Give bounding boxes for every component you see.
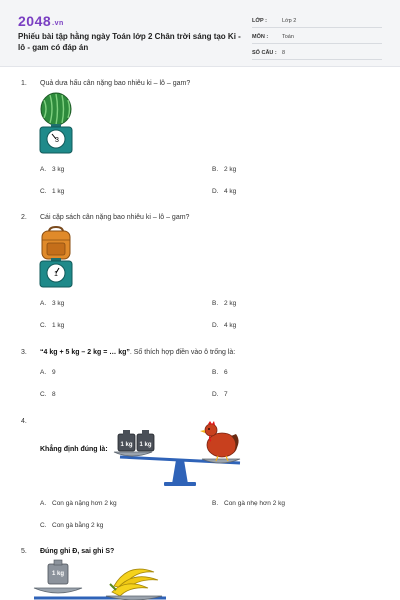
option-letter: C. [40, 322, 47, 329]
question-number: 3. [21, 349, 27, 356]
question-number: 1. [21, 80, 27, 87]
option-letter: A. [40, 369, 47, 376]
q2-option-d[interactable] [212, 322, 236, 329]
option-letter: A. [40, 500, 47, 507]
q3-option-d[interactable] [212, 391, 228, 398]
scale-dial-number: 3 [55, 137, 59, 144]
q3-option-a[interactable] [40, 369, 56, 376]
meta-value: 8 [282, 49, 286, 56]
question-expression: “4 kg + 5 kg – 2 kg = … kg” [40, 349, 130, 356]
option-letter: D. [212, 322, 219, 329]
backpack-scale-image [36, 226, 76, 290]
worksheet-header [0, 0, 400, 67]
q4-option-a[interactable] [40, 500, 117, 507]
option-letter: D. [212, 391, 219, 398]
option-text: 3 kg [52, 300, 65, 307]
option-letter: A. [40, 166, 47, 173]
q2-option-c[interactable] [40, 322, 64, 329]
option-text: 3 kg [52, 166, 65, 173]
option-text: 8 [52, 391, 56, 398]
option-letter: B. [212, 500, 219, 507]
option-text: 1 kg [52, 188, 65, 195]
option-text: 2 kg [224, 300, 237, 307]
worksheet-title: Phiếu bài tập hằng ngày Toán lớp 2 Chân trời sáng tạo Ki - lô - gam có đáp án [18, 32, 241, 52]
q5-weight-label [48, 566, 68, 578]
question-text [40, 349, 235, 356]
weight-and-bananas-image [30, 558, 170, 600]
option-text: Con gà bằng 2 kg [52, 522, 104, 529]
q1-option-b[interactable] [212, 166, 236, 173]
q3-option-b[interactable] [212, 369, 228, 376]
question-number: 5. [21, 548, 27, 555]
option-text: 4 kg [224, 322, 237, 329]
meta-row-class [252, 14, 382, 28]
watermelon-scale-image [36, 92, 76, 156]
question-number: 2. [21, 214, 27, 221]
option-text: 9 [52, 369, 56, 376]
question-text: Quả dưa hấu cân nặng bao nhiêu ki – lô – gam? [40, 80, 191, 87]
weight-label: 1 kg [51, 571, 65, 577]
q4-option-b[interactable] [212, 500, 285, 507]
question-prompt: . Số thích hợp điền vào ô trống là: [129, 349, 236, 356]
meta-key: LỚP : [252, 17, 267, 24]
q2-option-a[interactable] [40, 300, 64, 307]
option-letter: B. [212, 166, 219, 173]
option-letter: B. [212, 300, 219, 307]
meta-value: Toán [282, 33, 294, 40]
question-number: 4. [21, 418, 27, 425]
question-text: Khẳng định đúng là: [40, 446, 108, 453]
weight-label: 1 kg [120, 442, 133, 448]
question-text: Cái cặp sách cân nặng bao nhiêu ki – lô – gam? [40, 214, 190, 221]
q4-weight-labels [112, 412, 248, 488]
meta-key: SỐ CÂU : [252, 49, 277, 56]
option-text: 6 [224, 369, 228, 376]
option-letter: C. [40, 188, 47, 195]
option-letter: B. [212, 369, 219, 376]
worksheet-meta [252, 14, 382, 62]
option-text: 2 kg [224, 166, 237, 173]
q1-option-c[interactable] [40, 188, 64, 195]
q2-option-b[interactable] [212, 300, 236, 307]
option-text: 7 [224, 391, 228, 398]
scale-dial-number: 1 [54, 271, 58, 278]
option-text: Con gà nặng hơn 2 kg [52, 500, 117, 507]
option-letter: D. [212, 188, 219, 195]
q1-option-d[interactable] [212, 188, 236, 195]
option-text: Con gà nhẹ hơn 2 kg [224, 500, 286, 507]
q2-scale-label [51, 268, 61, 278]
meta-row-count [252, 46, 382, 60]
weight-label: 1 kg [139, 442, 152, 448]
site-logo[interactable] [18, 13, 64, 29]
meta-key: MÔN : [252, 33, 269, 40]
option-text: 4 kg [224, 188, 237, 195]
option-text: 1 kg [52, 322, 65, 329]
option-letter: A. [40, 300, 47, 307]
q1-option-a[interactable] [40, 166, 64, 173]
meta-value: Lớp 2 [282, 17, 297, 24]
option-letter: C. [40, 522, 47, 529]
question-text: Đúng ghi Đ, sai ghi S? [40, 548, 115, 555]
q1-scale-label [52, 134, 62, 144]
option-letter: C. [40, 391, 47, 398]
q3-option-c[interactable] [40, 391, 56, 398]
logo-suffix: .vn [52, 20, 64, 27]
q4-option-c[interactable] [40, 522, 103, 529]
meta-row-subject [252, 30, 382, 44]
logo-text: 2048 [18, 13, 52, 29]
